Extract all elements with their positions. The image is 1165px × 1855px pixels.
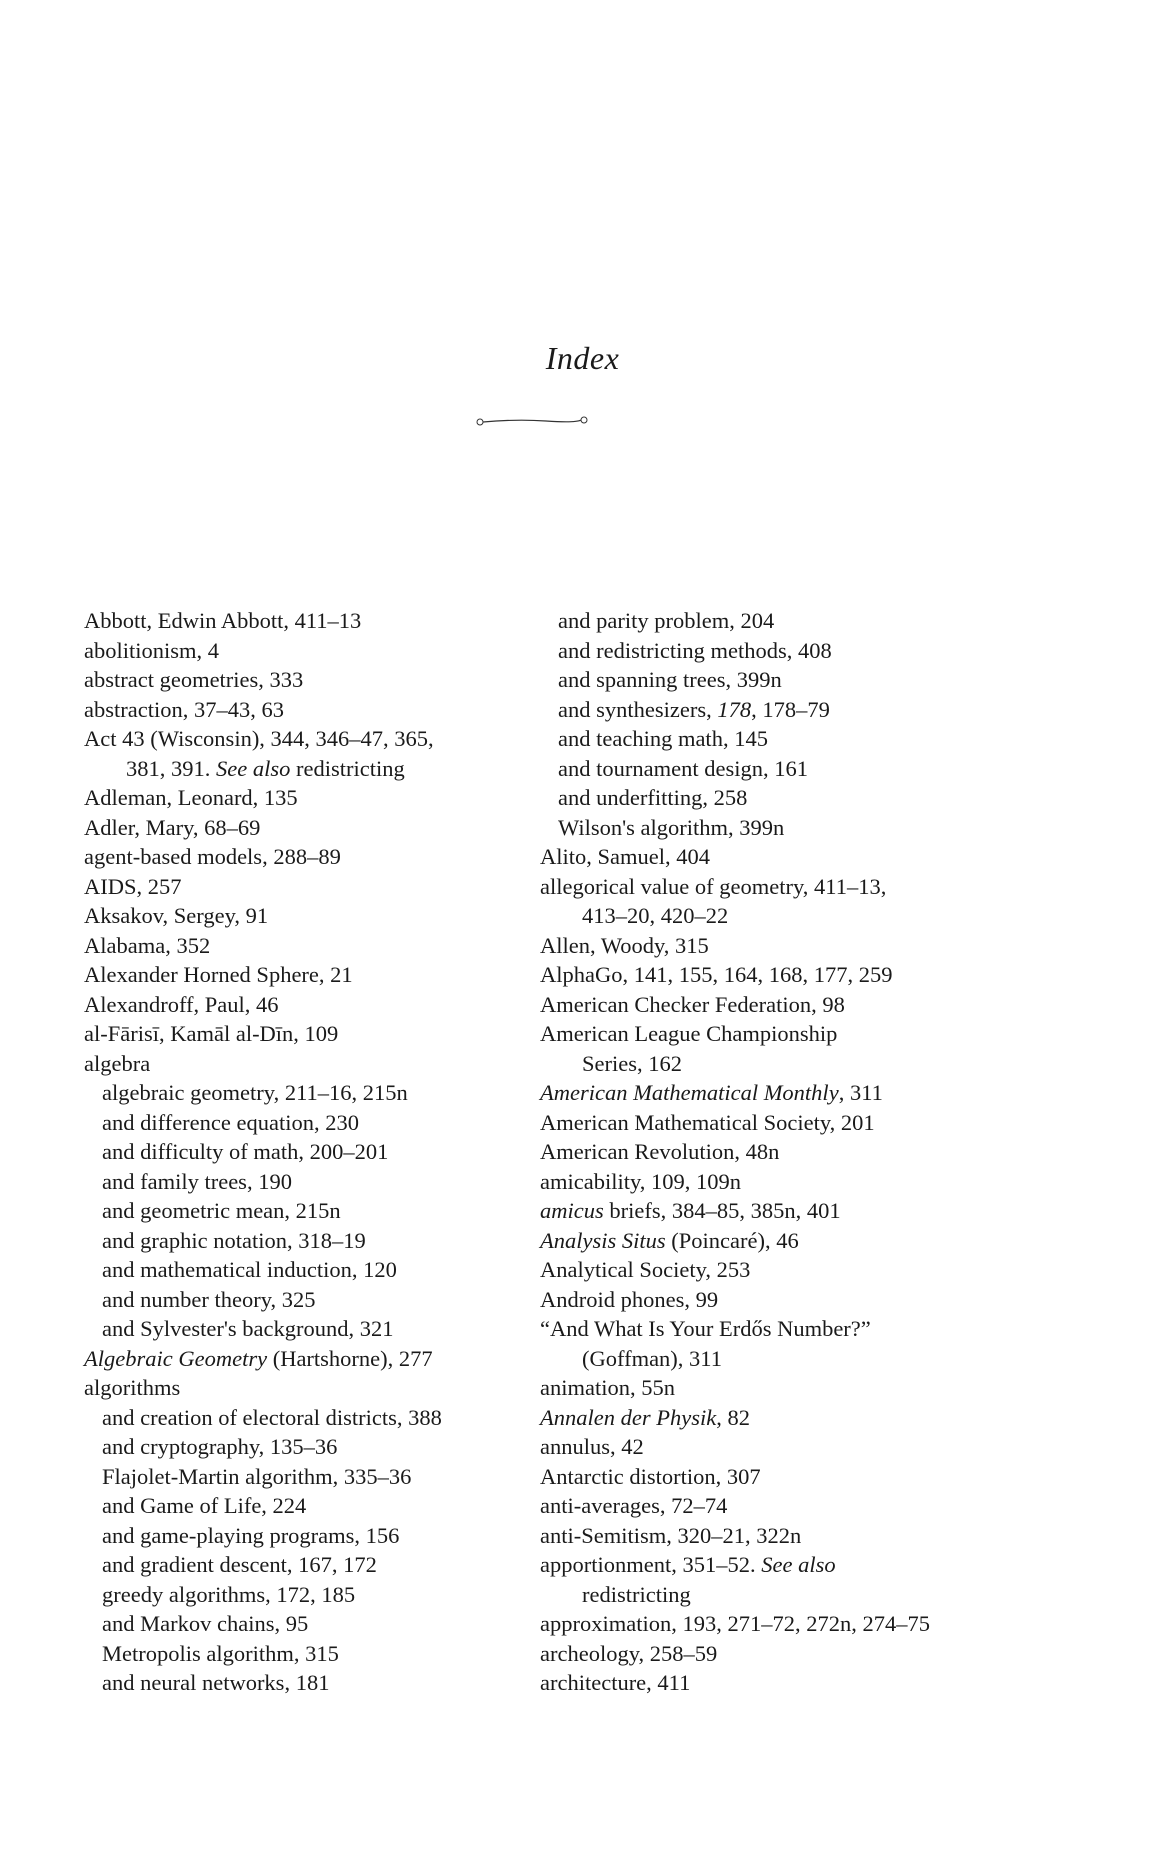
index-entry (540, 1580, 1010, 1610)
index-entry-text: and neural networks, 181 (102, 1670, 330, 1695)
index-entry-text: (Goffman), 311 (582, 1345, 722, 1371)
index-entry (540, 1137, 1010, 1167)
index-entry-italic: American Mathematical Monthly (540, 1080, 839, 1105)
index-entry-text: abolitionism, 4 (84, 637, 219, 663)
index-entry-text: Adler, Mary, 68–69 (84, 814, 261, 840)
index-entry (84, 901, 544, 931)
index-entry-text: Adleman, Leonard, 135 (84, 785, 298, 810)
index-entry (84, 1078, 544, 1108)
index-entry-text: Alabama, 352 (84, 932, 211, 958)
index-entry (540, 931, 1010, 961)
index-entry (84, 724, 544, 754)
index-entry-text: Flajolet-Martin algorithm, 335–36 (102, 1463, 412, 1489)
index-entry-text: and parity problem, 204 (558, 608, 775, 633)
index-entry-text: al-Fārisī, Kamāl al-Dīn, 109 (84, 1021, 339, 1046)
index-entry-text: and mathematical induction, 120 (102, 1257, 397, 1282)
index-entry (540, 1314, 1010, 1344)
index-column-left (84, 606, 544, 1698)
index-entry-text: American Mathematical Society, 201 (540, 1109, 875, 1135)
index-entry (540, 1609, 1010, 1639)
index-entry (84, 1285, 544, 1315)
index-entry-text: and graphic notation, 318–19 (102, 1227, 366, 1253)
index-entry (84, 665, 544, 695)
index-entry-text: archeology, 258–59 (540, 1640, 718, 1666)
index-entry-text: and difference equation, 230 (102, 1109, 359, 1135)
index-entry (540, 990, 1010, 1020)
index-entry (84, 606, 544, 636)
index-entry (84, 1344, 544, 1374)
index-entry (540, 1639, 1010, 1669)
index-entry-text: Wilson's algorithm, 399n (558, 814, 785, 840)
index-entry-italic: See also (216, 755, 291, 781)
index-entry-text: and synthesizers, (558, 696, 718, 722)
index-entry (540, 1078, 1010, 1108)
index-entry-text: Abbott, Edwin Abbott, 411–13 (84, 608, 362, 633)
index-entry-text: and underfitting, 258 (558, 785, 748, 810)
index-column-right (540, 606, 1010, 1698)
index-entry-text: and Game of Life, 224 (102, 1493, 307, 1518)
index-entry-text: architecture, 411 (540, 1670, 691, 1695)
index-entry-rest: , 178–79 (751, 696, 830, 722)
index-entry-text: American Checker Federation, 98 (540, 991, 845, 1017)
index-entry (84, 636, 544, 666)
index-entry (540, 1668, 1010, 1698)
index-entry (84, 1314, 544, 1344)
index-entry-text: algorithms (84, 1375, 181, 1400)
index-entry (540, 1167, 1010, 1197)
index-entry (84, 1668, 544, 1698)
index-entry-text: American Revolution, 48n (540, 1139, 780, 1164)
index-entry-text: and difficulty of math, 200–201 (102, 1139, 389, 1164)
index-entry-rest: (Hartshorne), 277 (267, 1345, 433, 1371)
index-entry (84, 1521, 544, 1551)
index-entry (84, 1226, 544, 1256)
index-entry-text: 381, 391. (126, 755, 216, 781)
index-entry (84, 695, 544, 725)
index-entry-italic: See also (761, 1552, 836, 1577)
index-entry (84, 1196, 544, 1226)
index-entry (540, 1255, 1010, 1285)
index-entry-text: abstraction, 37–43, 63 (84, 696, 284, 722)
index-entry-text: and cryptography, 135–36 (102, 1434, 338, 1459)
index-entry (540, 1019, 1010, 1049)
index-entry (540, 813, 1010, 843)
index-entry-text: and gradient descent, 167, 172 (102, 1552, 377, 1577)
index-entry (84, 1462, 544, 1492)
index-entry (540, 606, 1010, 636)
index-entry (84, 1639, 544, 1669)
index-entry (84, 1432, 544, 1462)
index-entry (540, 783, 1010, 813)
index-entry-text: and spanning trees, 399n (558, 667, 782, 692)
index-entry-text: allegorical value of geometry, 411–13, (540, 873, 887, 899)
index-entry (540, 754, 1010, 784)
page-title: Index (545, 340, 620, 376)
index-entry (540, 724, 1010, 754)
index-entry-text: AIDS, 257 (84, 873, 182, 899)
index-entry-text: and geometric mean, 215n (102, 1198, 341, 1223)
index-entry-text: amicability, 109, 109n (540, 1168, 742, 1194)
index-entry-text: and Sylvester's background, 321 (102, 1316, 394, 1341)
index-entry (84, 1167, 544, 1197)
index-entry-text: Alito, Samuel, 404 (540, 844, 710, 869)
index-entry-text: algebraic geometry, 211–16, 215n (102, 1080, 408, 1105)
index-entry (84, 1403, 544, 1433)
index-entry-text: Alexandroff, Paul, 46 (84, 991, 279, 1017)
index-entry-text: and game-playing programs, 156 (102, 1522, 400, 1548)
index-entry (540, 1285, 1010, 1315)
index-entry-text: and number theory, 325 (102, 1286, 316, 1312)
index-entry-text: Antarctic distortion, 307 (540, 1463, 761, 1489)
index-entry (540, 901, 1010, 931)
index-entry-text: AlphaGo, 141, 155, 164, 168, 177, 259 (540, 962, 893, 987)
index-entry-text: 413–20, 420–22 (582, 903, 729, 928)
index-entry-rest: , 82 (716, 1404, 750, 1430)
index-entry (84, 1019, 544, 1049)
index-entry-italic: Algebraic Geometry (84, 1345, 268, 1371)
index-entry-rest: , 311 (838, 1080, 883, 1105)
index-entry (84, 1491, 544, 1521)
index-entry-italic: 178 (717, 696, 752, 722)
index-entry-text: and creation of electoral districts, 388 (102, 1404, 442, 1430)
index-entry-rest: redistricting (290, 755, 405, 781)
index-entry-text: apportionment, 351–52. (540, 1552, 762, 1577)
index-entry-text: Alexander Horned Sphere, 21 (84, 962, 353, 987)
index-entry (84, 813, 544, 843)
index-entry-text: abstract geometries, 333 (84, 667, 304, 692)
index-entry-text: and tournament design, 161 (558, 755, 808, 781)
index-entry (540, 665, 1010, 695)
index-entry (84, 754, 544, 784)
index-entry (540, 1226, 1010, 1256)
index-entry-text: algebra (84, 1050, 151, 1076)
index-entry-text: Allen, Woody, 315 (540, 932, 709, 958)
index-entry-text: Act 43 (Wisconsin), 344, 346–47, 365, (84, 726, 434, 751)
index-entry-text: Aksakov, Sergey, 91 (84, 903, 269, 928)
index-entry-italic: amicus (540, 1198, 604, 1223)
index-entry-text: anti-averages, 72–74 (540, 1493, 728, 1518)
index-entry (540, 842, 1010, 872)
title-ornament (476, 413, 588, 427)
index-entry-text: greedy algorithms, 172, 185 (102, 1581, 356, 1607)
index-entry-italic: Analysis Situs (540, 1227, 666, 1253)
index-entry (84, 1550, 544, 1580)
index-entry (84, 842, 544, 872)
index-entry (84, 1049, 544, 1079)
index-entry (84, 1255, 544, 1285)
index-entry-text: anti-Semitism, 320–21, 322n (540, 1522, 802, 1548)
index-entry (540, 695, 1010, 725)
index-entry (540, 1108, 1010, 1138)
index-entry-rest: briefs, 384–85, 385n, 401 (603, 1198, 841, 1223)
index-entry (84, 990, 544, 1020)
index-entry (540, 1403, 1010, 1433)
index-entry-text: and redistricting methods, 408 (558, 637, 832, 663)
index-entry (540, 1049, 1010, 1079)
index-entry (540, 1344, 1010, 1374)
index-entry (84, 872, 544, 902)
index-entry-text: Analytical Society, 253 (540, 1257, 751, 1282)
index-entry-text: “And What Is Your Erdős Number?” (540, 1316, 871, 1341)
index-entry (540, 1491, 1010, 1521)
index-entry (84, 1580, 544, 1610)
index-entry-text: Series, 162 (582, 1050, 682, 1076)
index-entry-text: redistricting (582, 1581, 691, 1607)
index-entry (84, 1609, 544, 1639)
index-entry (84, 960, 544, 990)
index-entry-text: and teaching math, 145 (558, 726, 768, 751)
index-entry (540, 1462, 1010, 1492)
index-entry-text: and family trees, 190 (102, 1168, 292, 1194)
index-entry-rest: (Poincaré), 46 (665, 1227, 799, 1253)
index-entry-text: annulus, 42 (540, 1434, 644, 1459)
index-entry-text: approximation, 193, 271–72, 272n, 274–75 (540, 1611, 930, 1636)
index-entry (540, 1373, 1010, 1403)
index-entry (540, 1521, 1010, 1551)
index-entry-text: and Markov chains, 95 (102, 1611, 309, 1636)
index-entry (540, 960, 1010, 990)
index-entry-text: Android phones, 99 (540, 1286, 719, 1312)
index-entry-italic: Annalen der Physik (540, 1404, 717, 1430)
index-entry-text: animation, 55n (540, 1375, 675, 1400)
index-entry (540, 1432, 1010, 1462)
index-entry (540, 636, 1010, 666)
index-entry (84, 1373, 544, 1403)
index-entry-text: American League Championship (540, 1021, 838, 1046)
index-entry (540, 1550, 1010, 1580)
index-entry (540, 872, 1010, 902)
index-entry (84, 783, 544, 813)
index-entry (84, 1108, 544, 1138)
index-entry (84, 1137, 544, 1167)
index-entry (540, 1196, 1010, 1226)
index-entry-text: agent-based models, 288–89 (84, 844, 341, 869)
index-entry (84, 931, 544, 961)
index-entry-text: Metropolis algorithm, 315 (102, 1640, 339, 1666)
